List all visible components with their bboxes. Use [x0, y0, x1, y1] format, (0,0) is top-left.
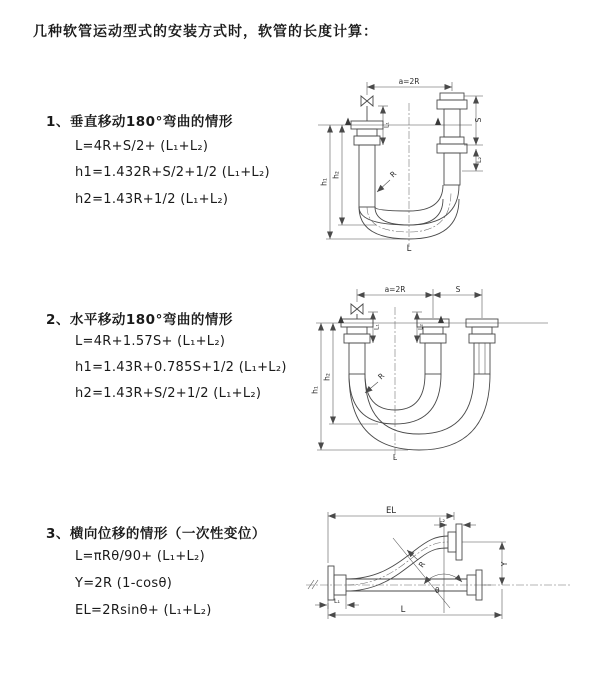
- dim-label-h1: h₁: [310, 386, 320, 394]
- left-flange-fitting: [351, 121, 383, 207]
- dim-l2: [434, 517, 476, 525]
- dim-a2r: [367, 77, 452, 95]
- diagram-lateral-displacement: [298, 503, 598, 648]
- dim-label-r: R: [388, 169, 399, 180]
- section-1-heading: 1、垂直移动180°弯曲的情形: [46, 114, 233, 130]
- dim-label-s: S: [474, 117, 483, 123]
- dim-label-el: EL: [385, 506, 397, 516]
- dim-label-r: R: [376, 371, 387, 382]
- dim-label-l1: L₁: [373, 323, 381, 331]
- valve-icon: [361, 96, 373, 121]
- right-flange-fitting: [466, 319, 498, 374]
- radius-callout: [377, 169, 398, 192]
- section-1-formula-h2: h2=1.43R+1/2 (L₁+L₂): [75, 192, 229, 207]
- centerline-break-mark: [308, 580, 318, 589]
- dim-label-a2r: a=2R: [398, 77, 420, 86]
- dim-label-y: Y: [500, 561, 509, 567]
- section-2-formula-h2: h2=1.43R+S/2+1/2 (L₁+L₂): [75, 386, 262, 401]
- dim-label-s: S: [455, 285, 461, 294]
- displaced-flange-fitting: [448, 524, 462, 560]
- section-2-heading: 2、水平移动180°弯曲的情形: [46, 312, 233, 328]
- diagram-vertical-180: [310, 75, 596, 255]
- dim-label-l1: L₁: [333, 598, 341, 605]
- dim-label-l: L: [400, 605, 406, 615]
- dim-y: [462, 542, 509, 585]
- braided-section: [444, 153, 460, 185]
- section-3-formula-l: L=πRθ/90+ (L₁+L₂): [75, 549, 205, 564]
- dim-l2: [462, 149, 483, 171]
- dim-label-theta: θ: [435, 586, 440, 595]
- movement-arrow-icon: [435, 118, 441, 126]
- left-flange-fitting: [341, 319, 373, 374]
- dim-label-l2: L₂: [438, 517, 446, 524]
- dim-label-l1: L₁: [383, 121, 391, 129]
- section-3-formula-y: Y=2R (1-cosθ): [75, 576, 173, 591]
- section-3-formula-el: EL=2Rsinθ+ (L₁+L₂): [75, 603, 212, 618]
- dim-label-l: L: [406, 244, 412, 254]
- section-1-formula-h1: h1=1.432R+S/2+1/2 (L₁+L₂): [75, 165, 270, 180]
- dim-label-a2r: a=2R: [384, 285, 406, 294]
- left-flange-fitting: [328, 566, 346, 600]
- dim-label-l2: L₂: [476, 156, 483, 164]
- dim-h1: [311, 323, 409, 450]
- diagram-horizontal-180: [308, 282, 598, 467]
- valve-icon: [351, 304, 363, 319]
- dim-label-h2: h₂: [322, 373, 332, 381]
- dim-label-h1: h₁: [319, 178, 329, 186]
- braided-section: [425, 343, 441, 374]
- page-title: 几种软管运动型式的安装方式时，软管的长度计算：: [33, 24, 378, 40]
- hose-s-curve: [346, 536, 448, 591]
- dim-label-l: L: [392, 453, 398, 462]
- section-2-formula-l: L=4R+1.57S+ (L₁+L₂): [75, 334, 226, 349]
- section-2-formula-h1: h1=1.43R+0.785S+1/2 (L₁+L₂): [75, 360, 287, 375]
- dim-l1: [315, 595, 359, 609]
- dim-a2r-s: [357, 285, 482, 318]
- braided-section: [359, 145, 375, 207]
- dim-l2: [412, 312, 425, 343]
- section-3-heading: 3、横向位移的情形（一次性变位）: [46, 526, 266, 542]
- hose-u-bend: [349, 374, 490, 450]
- section-1-formula-l: L=4R+S/2+ (L₁+L₂): [75, 139, 209, 154]
- movement-arrow-icon: [345, 118, 351, 126]
- angle-construction: [393, 526, 462, 613]
- braided-section: [349, 343, 365, 374]
- radius-callout: [365, 371, 386, 393]
- dim-el: [328, 506, 454, 563]
- dim-label-h2: h₂: [331, 171, 341, 179]
- dim-label-r: R: [416, 559, 428, 570]
- dim-label-l2: L₂: [417, 323, 425, 331]
